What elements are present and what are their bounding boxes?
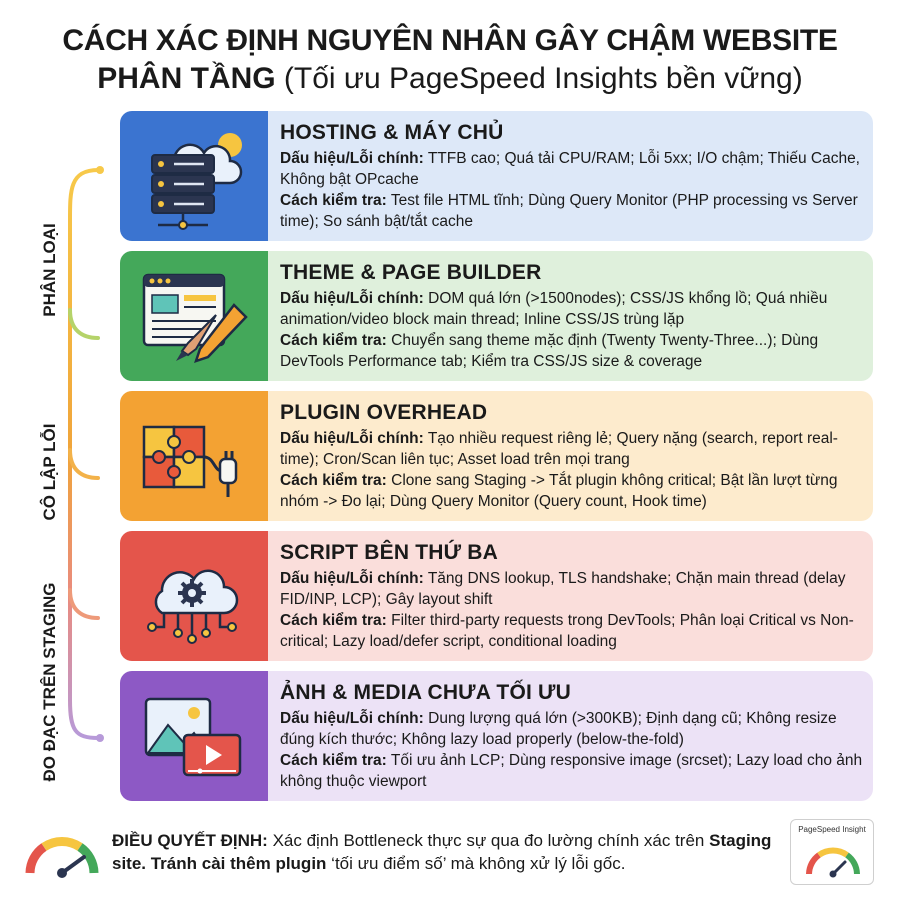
- symptom-text: DOM quá lớn (>1500nodes); CSS/JS khổng lồ; Quá nhiều animation/video block main thread; Inline CSS/JS trùng lặp: [280, 290, 828, 328]
- check-text: Tối ưu ảnh LCP; Dùng responsive image (srcset); Lazy load cho ảnh không thuộc viewport: [280, 752, 863, 790]
- card-third-party-symptom: [280, 568, 865, 610]
- symptom-label: Dấu hiệu/Lỗi chính:: [280, 570, 424, 587]
- check-label: Cách kiểm tra:: [280, 192, 387, 209]
- card-third-party-text: [280, 539, 865, 652]
- symptom-label: Dấu hiệu/Lỗi chính:: [280, 430, 424, 447]
- page-title: [0, 22, 900, 98]
- check-text: Clone sang Staging -> Tắt plugin không critical; Bật lần lượt từng nhóm -> Đo lại; Dùng Query Monitor (Query count, Hook time): [280, 472, 838, 510]
- cloud-gear-icon: [134, 541, 254, 651]
- card-plugin-check: [280, 470, 865, 512]
- card-media-symptom: [280, 708, 865, 750]
- card-theme-title: THEME & PAGE BUILDER: [280, 261, 542, 284]
- card-media-check: [280, 750, 865, 792]
- speed-gauge-icon: [22, 829, 102, 879]
- card-hosting-icon-panel: [120, 111, 268, 241]
- card-theme-text: [280, 259, 865, 372]
- footer-note: [112, 829, 782, 875]
- puzzle-plug-icon: [134, 401, 254, 511]
- card-plugin: [120, 391, 873, 521]
- card-plugin-symptom: [280, 428, 865, 470]
- check-text: Chuyển sang theme mặc định (Twenty Twenty-Three...); Dùng DevTools Performance tab; Kiểm tra CSS/JS size & coverage: [280, 332, 819, 370]
- card-media-icon-panel: [120, 671, 268, 801]
- check-label: Cách kiểm tra:: [280, 472, 387, 489]
- side-label-isolate: CÔ LẬP LỖI: [40, 423, 59, 521]
- symptom-label: Dấu hiệu/Lỗi chính:: [280, 150, 424, 167]
- check-label: Cách kiểm tra:: [280, 612, 387, 629]
- card-hosting-title: HOSTING & MÁY CHỦ: [280, 121, 504, 144]
- card-plugin-icon-panel: [120, 391, 268, 521]
- pagespeed-gauge-icon: [803, 840, 863, 880]
- card-hosting-text: [280, 119, 865, 232]
- symptom-text: Tạo nhiều request riêng lẻ; Query nặng (search, report real-time); Cron/Scan liên tục; Asset load trên mọi trang: [280, 430, 838, 468]
- check-label: Cách kiểm tra:: [280, 752, 387, 769]
- card-plugin-text: [280, 399, 865, 512]
- card-third-party-title: SCRIPT BÊN THỨ BA: [280, 541, 498, 564]
- side-flow: [20, 110, 115, 810]
- title-line-2: [0, 60, 900, 98]
- symptom-text: Dung lượng quá lớn (>300KB); Định dạng cũ; Không resize đúng kích thước; Không lazy load properly (below-the-fold): [280, 710, 837, 748]
- symptom-text: TTFB cao; Quá tải CPU/RAM; Lỗi 5xx; I/O chậm; Thiếu Cache, Không bật OPcache: [280, 150, 860, 188]
- image-video-icon: [134, 681, 254, 791]
- check-label: Cách kiểm tra:: [280, 332, 387, 349]
- footer-text-2: ‘tối ưu điểm số’ mà không xử lý lỗi gốc.: [326, 854, 626, 873]
- footer: [0, 815, 900, 895]
- title-subtitle: (Tối ưu PageSpeed Insights bền vững): [275, 62, 803, 95]
- card-hosting-check: [280, 190, 865, 232]
- card-third-party: [120, 531, 873, 661]
- pagespeed-label: PageSpeed Insight: [798, 825, 866, 834]
- title-highlight: PHÂN TẦNG: [97, 62, 276, 95]
- card-third-party-icon-panel: [120, 531, 268, 661]
- footer-bold-2: Staging site. Tránh cài thêm plugin: [112, 831, 772, 873]
- card-media-text: [280, 679, 865, 792]
- check-text: Test file HTML tĩnh; Dùng Query Monitor (PHP processing vs Server time); So sánh bật/tắt cache: [280, 192, 858, 230]
- card-plugin-title: PLUGIN OVERHEAD: [280, 401, 488, 424]
- server-cloud-icon: [134, 121, 254, 231]
- card-theme-check: [280, 330, 865, 372]
- symptom-text: Tăng DNS lookup, TLS handshake; Chặn main thread (delay FID/INP, LCP); Gây layout shift: [280, 570, 846, 608]
- card-theme-icon-panel: [120, 251, 268, 381]
- side-flow-connector: [20, 110, 115, 810]
- card-hosting: [120, 111, 873, 241]
- footer-bold-1: ĐIỀU QUYẾT ĐỊNH:: [112, 831, 268, 850]
- symptom-label: Dấu hiệu/Lỗi chính:: [280, 710, 424, 727]
- card-media-title: ẢNH & MEDIA CHƯA TỐI ƯU: [280, 681, 572, 704]
- side-label-classify: PHÂN LOẠI: [40, 223, 59, 317]
- pagespeed-badge: [790, 819, 874, 885]
- check-text: Filter third-party requests trong DevTools; Phân loại Critical vs Non-critical; Lazy load/defer script, conditional loading: [280, 612, 854, 650]
- browser-pencil-icon: [134, 261, 254, 371]
- card-theme: [120, 251, 873, 381]
- card-theme-symptom: [280, 288, 865, 330]
- symptom-label: Dấu hiệu/Lỗi chính:: [280, 290, 424, 307]
- card-hosting-symptom: [280, 148, 865, 190]
- card-media: [120, 671, 873, 801]
- side-label-measure: ĐO ĐẠC TRÊN STAGING: [40, 582, 59, 782]
- card-third-party-check: [280, 610, 865, 652]
- title-line-1: CÁCH XÁC ĐỊNH NGUYÊN NHÂN GÂY CHẬM WEBSITE: [62, 24, 838, 57]
- footer-text-1: Xác định Bottleneck thực sự qua đo lường chính xác trên: [267, 831, 710, 850]
